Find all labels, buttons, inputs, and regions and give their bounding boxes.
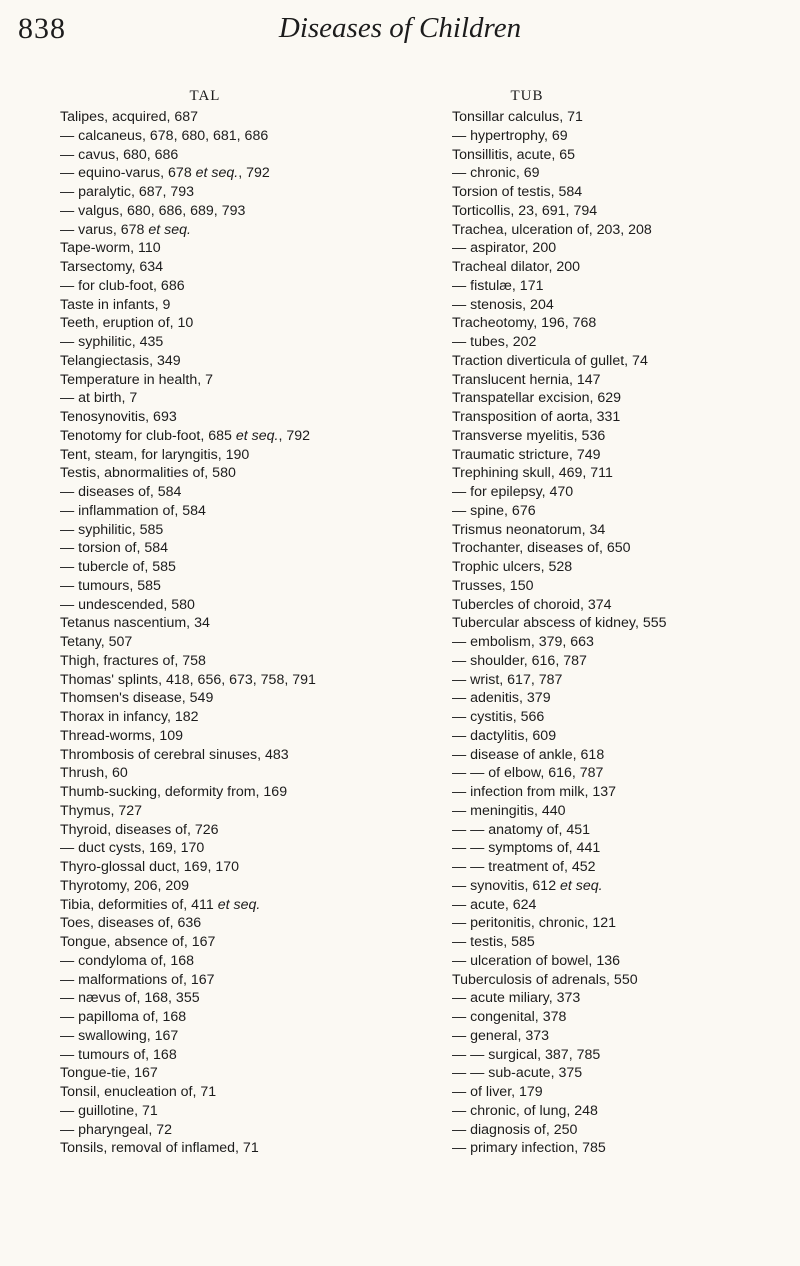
index-entry: — — anatomy of, 451 (452, 821, 591, 838)
index-entry: Tibia, deformities of, 411 et seq. (60, 896, 261, 913)
index-entry: — cystitis, 566 (452, 709, 545, 725)
index-entry: — varus, 678 et seq. (60, 221, 191, 238)
entry-list-right (452, 108, 792, 1158)
index-entry: — tumours, 585 (60, 577, 161, 594)
index-entry: Thumb-sucking, deformity from, 169 (60, 784, 288, 800)
index-entry: Transverse myelitis, 536 (452, 427, 606, 444)
index-entry: Torticollis, 23, 691, 794 (452, 202, 598, 219)
index-entry: — general, 373 (452, 1027, 550, 1044)
index-entry: — — sub-acute, 375 (452, 1065, 583, 1082)
index-entry: Trophic ulcers, 528 (452, 559, 573, 575)
index-entry: — chronic, of lung, 248 (452, 1102, 598, 1119)
index-entry: Trephining skull, 469, 711 (452, 465, 613, 482)
index-entry: — of liver, 179 (452, 1084, 543, 1100)
index-entry: — — symptoms of, 441 (452, 840, 601, 857)
page-number: 838 (18, 12, 66, 45)
index-entry: Trachea, ulceration of, 203, 208 (452, 221, 652, 238)
index-entry: Tuberculosis of adrenals, 550 (452, 971, 638, 988)
index-entry: Tracheal dilator, 200 (452, 259, 581, 275)
index-entry: — — surgical, 387, 785 (452, 1046, 601, 1063)
index-entry: Translucent hernia, 147 (452, 371, 601, 388)
index-entry: — — treatment of, 452 (452, 859, 596, 875)
index-entry: Taste in infants, 9 (60, 296, 171, 313)
index-entry: — syphilitic, 435 (60, 334, 164, 350)
index-entry: — meningitis, 440 (452, 802, 566, 819)
index-entry: — pharyngeal, 72 (60, 1121, 172, 1138)
index-entry: — wrist, 617, 787 (452, 671, 563, 688)
index-entry: Teeth, eruption of, 10 (60, 315, 194, 332)
index-entry: — peritonitis, chronic, 121 (452, 915, 617, 932)
index-column-left (60, 84, 415, 1158)
index-entry: — at birth, 7 (60, 390, 138, 407)
index-entry: — tubercle of, 585 (60, 559, 176, 575)
index-entry: Thrush, 60 (60, 765, 128, 782)
index-entry: — ulceration of bowel, 136 (452, 952, 620, 969)
index-entry: Thyrotomy, 206, 209 (60, 877, 190, 894)
index-entry: — congenital, 378 (452, 1009, 567, 1025)
index-entry: Trusses, 150 (452, 577, 534, 594)
index-entry: Transposition of aorta, 331 (452, 409, 621, 425)
index-entry: — acute, 624 (452, 896, 537, 913)
index-entry: — infection from milk, 137 (452, 784, 617, 800)
index-entry: Tetanus nascentium, 34 (60, 615, 210, 632)
index-entry: — — of elbow, 616, 787 (452, 765, 604, 782)
index-entry: Transpatellar excision, 629 (452, 390, 622, 407)
index-entry: Telangiectasis, 349 (60, 352, 181, 369)
index-entry: — synovitis, 612 et seq. (452, 877, 603, 894)
index-entry: — condyloma of, 168 (60, 952, 195, 969)
index-entry: Tonsillitis, acute, 65 (452, 146, 576, 163)
index-entry: Thigh, fractures of, 758 (60, 652, 206, 669)
index-entry: — tumours of, 168 (60, 1046, 177, 1063)
index-entry: Torsion of testis, 584 (452, 184, 583, 200)
index-entry: Tonsillar calculus, 71 (452, 109, 583, 125)
index-column-right (452, 84, 792, 1158)
index-entry: — torsion of, 584 (60, 540, 169, 557)
running-title: Diseases of Children (278, 12, 522, 44)
guide-word-right: TUB (510, 88, 544, 104)
index-entry: Tarsectomy, 634 (60, 259, 164, 275)
page-header (0, 8, 800, 48)
index-entry: Thread-worms, 109 (60, 727, 184, 744)
index-entry: — chronic, 69 (452, 165, 540, 182)
entry-list-left (60, 108, 415, 1158)
index-entry: — nævus of, 168, 355 (60, 990, 200, 1007)
index-entry: Traumatic stricture, 749 (452, 446, 601, 463)
index-entry: — testis, 585 (452, 934, 535, 950)
index-entry: — primary infection, 785 (452, 1140, 606, 1157)
index-entry: — undescended, 580 (60, 596, 195, 613)
index-entry: — shoulder, 616, 787 (452, 652, 587, 669)
index-entry: — diagnosis of, 250 (452, 1121, 578, 1138)
index-entry: — adenitis, 379 (452, 690, 551, 707)
index-entry: Tongue, absence of, 167 (60, 934, 216, 950)
index-entry: Thorax in infancy, 182 (60, 709, 199, 725)
index-entry: — acute miliary, 373 (452, 990, 581, 1007)
index-entry: Tetany, 507 (60, 634, 133, 650)
index-entry: Tonsil, enucleation of, 71 (60, 1084, 217, 1100)
index-entry: — valgus, 680, 686, 689, 793 (60, 202, 246, 219)
index-entry: — papilloma of, 168 (60, 1009, 187, 1025)
index-entry: Thymus, 727 (60, 802, 143, 819)
index-entry: — disease of ankle, 618 (452, 746, 605, 763)
index-entry: Tubercles of choroid, 374 (452, 596, 612, 613)
index-entry: Thyro-glossal duct, 169, 170 (60, 859, 240, 875)
index-entry: — duct cysts, 169, 170 (60, 840, 205, 857)
index-entry: — spine, 676 (452, 502, 536, 519)
index-entry: Trochanter, diseases of, 650 (452, 540, 631, 557)
index-entry: — equino-varus, 678 et seq., 792 (60, 165, 270, 182)
index-entry: — aspirator, 200 (452, 240, 557, 257)
index-entry: Tongue-tie, 167 (60, 1065, 158, 1082)
index-entry: — syphilitic, 585 (60, 521, 164, 538)
index-entry: — tubes, 202 (452, 334, 537, 350)
index-entry: — swallowing, 167 (60, 1027, 179, 1044)
index-entry: Thrombosis of cerebral sinuses, 483 (60, 746, 289, 763)
index-entry: — malformations of, 167 (60, 971, 215, 988)
index-entry: — guillotine, 71 (60, 1102, 158, 1119)
index-entry: — embolism, 379, 663 (452, 634, 594, 650)
index-entry: Traction diverticula of gullet, 74 (452, 352, 648, 369)
index-entry: — hypertrophy, 69 (452, 127, 568, 144)
index-entry: — dactylitis, 609 (452, 727, 557, 744)
index-entry: Talipes, acquired, 687 (60, 109, 199, 125)
index-entry: — for epilepsy, 470 (452, 484, 574, 500)
index-entry: Thomas' splints, 418, 656, 673, 758, 791 (60, 671, 316, 688)
index-entry: Tenosynovitis, 693 (60, 409, 177, 425)
index-entry: Tubercular abscess of kidney, 555 (452, 615, 667, 632)
index-entry: Tape-worm, 110 (60, 240, 161, 257)
index-entry: Thyroid, diseases of, 726 (60, 821, 219, 838)
index-entry: — for club-foot, 686 (60, 277, 185, 294)
index-entry: Toes, diseases of, 636 (60, 915, 202, 932)
index-entry: Tracheotomy, 196, 768 (452, 315, 597, 332)
index-entry: — diseases of, 584 (60, 484, 182, 500)
index-entry: Temperature in health, 7 (60, 371, 213, 388)
index-entry: Trismus neonatorum, 34 (452, 521, 606, 538)
index-entry: — paralytic, 687, 793 (60, 184, 195, 200)
guide-word-left: TAL (189, 88, 221, 104)
index-entry: — fistulæ, 171 (452, 277, 544, 294)
index-entry: Tonsils, removal of inflamed, 71 (60, 1140, 259, 1157)
index-entry: Testis, abnormalities of, 580 (60, 465, 236, 482)
index-entry: — cavus, 680, 686 (60, 146, 179, 163)
index-entry: — inflammation of, 584 (60, 502, 206, 519)
index-entry: Tenotomy for club-foot, 685 et seq., 792 (60, 427, 311, 444)
index-entry: — calcaneus, 678, 680, 681, 686 (60, 127, 269, 144)
index-entry: Thomsen's disease, 549 (60, 690, 214, 707)
index-entry: Tent, steam, for laryngitis, 190 (60, 446, 250, 463)
index-entry: — stenosis, 204 (452, 296, 554, 313)
